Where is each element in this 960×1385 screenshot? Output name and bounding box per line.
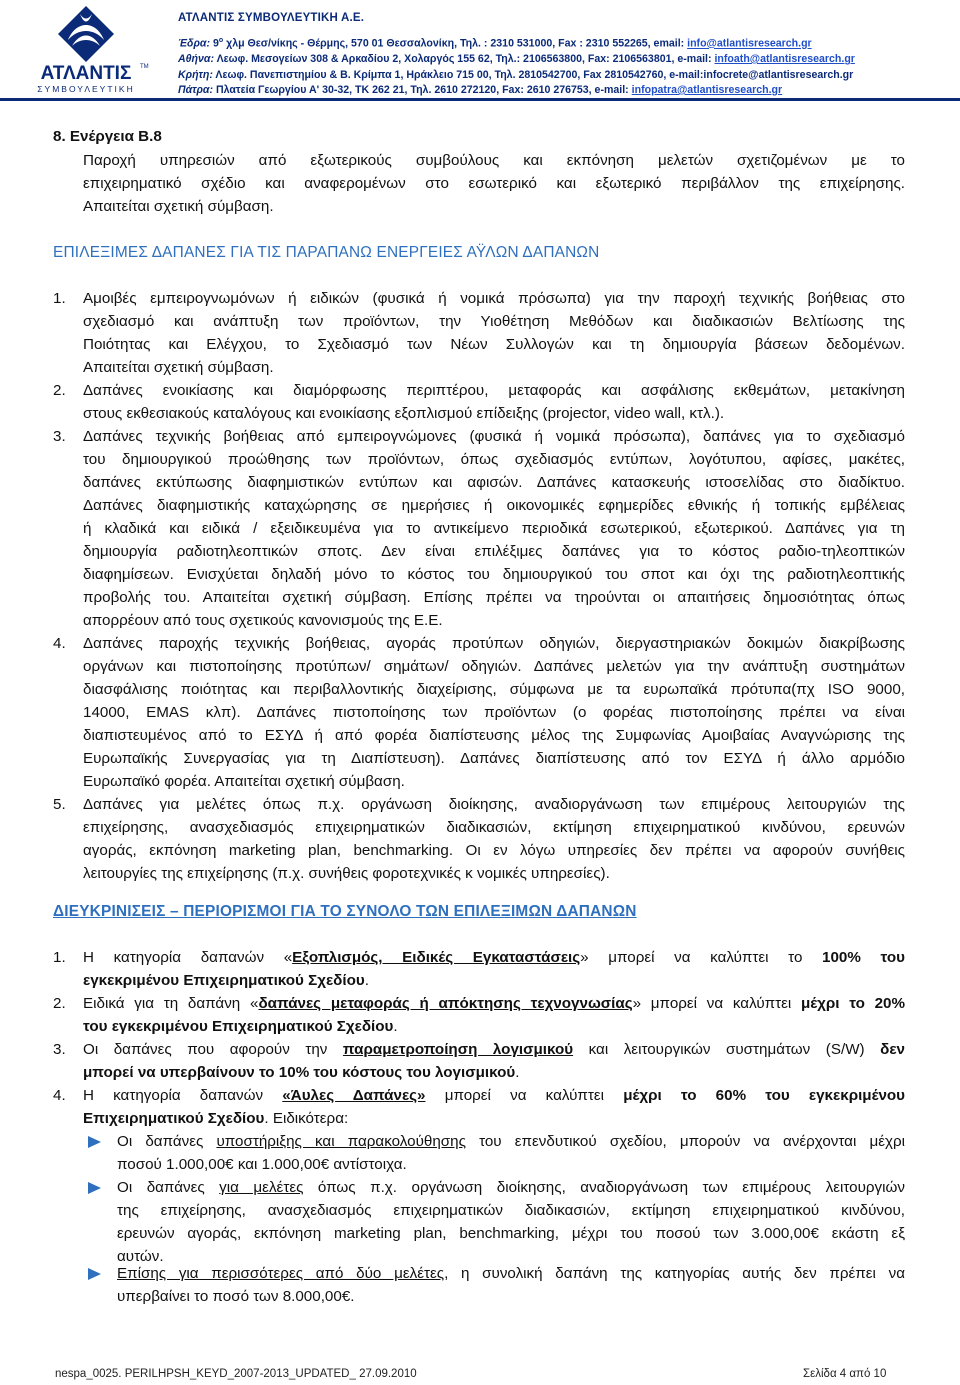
bullet-text-line: Οι δαπάνες για μελέτες όπως π.χ. οργάνωση διοίκησης, αναδιοργάνωση των επιμέρους λειτουργιών — [117, 1179, 905, 1196]
clar-number: 4. — [53, 1087, 66, 1104]
bullet-text-line: Οι δαπάνες υποστήριξης και παρακολούθησης του επενδυτικού σχεδίου, μπορούν να ανέρχονται μέχρι — [117, 1133, 905, 1150]
bullet-text-line: Επίσης για περισσότερες από δύο μελέτες, η συνολική δαπάνη της κατηγορίας αυτής δεν πρέπει να — [117, 1265, 905, 1282]
section-text-line: Απαιτείται σχετική σύμβαση. — [83, 198, 274, 215]
item-text-line: Απαιτείται σχετική σύμβαση. — [83, 359, 274, 376]
clar-number: 1. — [53, 949, 66, 966]
footer-document-id: nespa_0025. PERILHPSH_KEYD_2007-2013_UPDATED_ 27.09.2010 — [55, 1368, 417, 1380]
item-text-line: Ευρωπαϊκής Συνεργασίας για τη Διαπίστευση). Δαπάνες διαπίστευσης από τον ΕΣΥΔ ή άλλο αρμόδιο — [83, 750, 905, 767]
clar-text-line: Οι δαπάνες που αφορούν την παραμετροποίηση λογισμικού και λειτουργικών συστημάτων (S/W) δεν — [83, 1041, 905, 1058]
item-text-line: Δαπάνες τεχνικής βοήθειας από εμπειρογνώμονες (φυσικά ή νομικά πρόσωπα), δαπάνες για το σχεδιασμό — [83, 428, 905, 445]
address-athens: Αθήνα: Λεωφ. Μεσογείων 308 & Αρκαδίου 2, Χολαργός 155 62, Τηλ.: 2106563800, Fax: 2106563801, e-mail: infoath@atlantisresearch.gr — [178, 53, 855, 65]
clar-text-line: Επιχειρηματικού Σχεδίου. Ειδικότερα: — [83, 1110, 349, 1127]
bullet-text-line: ερευνών αγοράς, εκπόνηση marketing plan, benchmarking, μέχρι του ποσού των 3.000,00€ εκάστη εξ — [117, 1225, 905, 1242]
address-patra: Πάτρα: Πλατεία Γεωργίου Α' 30-32, ΤΚ 262 21, Τηλ. 2610 272120, Fax: 2610 276753, e-mail: infopatra@atlantisresearch.gr — [178, 84, 783, 96]
section-text-line: Παροχή υπηρεσιών από εξωτερικούς συμβούλους και εκπόνηση μελετών σχετιζομένων με το — [83, 152, 905, 169]
footer-page-number: Σελίδα 4 από 10 — [803, 1368, 887, 1380]
address-label: Αθήνα: — [178, 53, 215, 65]
clar-text-line: του εγκεκριμένου Επιχειρηματικού Σχεδίου. — [83, 1018, 398, 1035]
category-name: δαπάνες μεταφοράς ή απόκτησης τεχνογνωσίας — [258, 995, 633, 1012]
clar-text-line: Η κατηγορία δαπανών «Εξοπλισμός, Ειδικές Εγκαταστάσεις» μπορεί να καλύπτει το 100% του — [83, 949, 905, 966]
address-thessaloniki: Έδρα: $9^o$ χλμ Θεσ/νίκης - Θέρμης, 570 01 Θεσσαλονίκη, Τηλ. : 2310 531000, Fax : 2310 552265, email: info@atlantisresearch.gr — [178, 37, 812, 50]
address-label: Πάτρα: — [178, 84, 214, 96]
email-link[interactable]: infopatra@atlantisresearch.gr — [631, 84, 783, 96]
item-number: 1. — [53, 290, 66, 307]
item-number: 3. — [53, 428, 66, 445]
address-label: Κρήτη: — [178, 69, 213, 81]
item-text-line: Δαπάνες για μελέτες όπως π.χ. οργάνωση διοίκησης, αναδιοργάνωση των επιμέρους λειτουργιών της — [83, 796, 905, 813]
item-text-line: επιχείρησης, ανασχεδιασμός επιχειρηματικών διαδικασιών, εκτίμηση επιχειρηματικού κινδύνου, ερευνών — [83, 819, 905, 836]
item-text-line: Ποιότητας και Ελέγχου, το Σχεδιασμό των Νέων Συλλογών και τη δημιουργία βάσεων δεδομένων. — [83, 336, 905, 353]
email-link[interactable]: info@atlantisresearch.gr — [687, 37, 812, 50]
item-text-line: 14000, EMAS κλπ). Δαπάνες πιστοποίησης των προϊόντων (ο φορέας πιστοποίησης πρέπει να είναι — [83, 704, 905, 721]
category-name: «Άυλες Δαπάνες» — [282, 1087, 426, 1104]
address-crete: Κρήτη: Λεωφ. Πανεπιστημίου & Β. Κρίμπα 1, Ηράκλειο 715 00, Τηλ. 2810542700, Fax 2810542760, e-mail:infocrete@atlantisresearch.gr — [178, 69, 854, 81]
bullet-text-line: υπερβαίνει το ποσό των 8.000,00€. — [117, 1288, 355, 1305]
clar-text-line: Ειδικά για τη δαπάνη «δαπάνες μεταφοράς ή απόκτησης τεχνογνωσίας» μπορεί να καλύπτει μέχρι το 20% — [83, 995, 906, 1012]
arrow-bullet-icon — [88, 1136, 101, 1148]
item-text-line: οργάνων και πιστοποίησης προτύπων/ σημάτων/ οδηγιών. Δαπάνες μελετών για την ανάπτυξη συστημάτων — [83, 658, 905, 675]
item-text-line: ή κλαδικά και ειδικά / εξειδικευμένα για το αντικείμενο περιοδικά εσωτερικού, εξωτερικού. Δαπάνες για τη — [83, 520, 905, 537]
arrow-bullet-icon — [88, 1182, 101, 1194]
item-number: 5. — [53, 796, 66, 813]
item-text-line: του δημιουργικού προώθησης των προϊόντων, όπως σχεδιασμός εντύπων, λογότυπου, αφίσες, μακέτες, — [83, 451, 905, 468]
clarifications-heading: ΔΙΕΥΚΡΙΝΙΣΕΙΣ – ΠΕΡΙΟΡΙΣΜΟΙ ΓΙΑ ΤΟ ΣΥΝΟΛΟ ΤΩΝ ΕΠΙΛΕΞΙΜΩΝ ΔΑΠΑΝΩΝ — [53, 903, 637, 920]
company-name: ΑΤΛΑΝΤΙΣ ΣΥΜΒΟΥΛΕΥΤΙΚΗ Α.Ε. — [178, 12, 365, 24]
item-text-line: απορρέουν από τους σχετικούς κανονισμούς της Ε.Ε. — [83, 612, 443, 629]
item-text-line: στους εκθεσιακούς καταλόγους και ενοικίασης εξοπλισμού επίδειξης (projector, video wall, κτλ.). — [83, 405, 725, 422]
bullet-text-line: ποσού 1.000,00€ και 1.000,00€ αντίστοιχα. — [117, 1156, 407, 1173]
logo-wordmark: ΑΤΛΑΝΤΙΣ — [40, 63, 132, 84]
letterhead — [0, 0, 960, 100]
item-text-line: αγοράς, εκπόνηση marketing plan, benchmarking. Οι εν λόγω υπηρεσίες δεν πρέπει να αφορούν συνήθεις — [83, 842, 905, 859]
header-divider — [0, 98, 960, 101]
bullet-text-line: της επιχείρησης, ανασχεδιασμός επιχειρηματικών διαδικασιών, εκτίμηση επιχειρηματικού κινδύνου, — [117, 1202, 905, 1219]
email-link[interactable]: infoath@atlantisresearch.gr — [714, 53, 855, 65]
item-text-line: δημιουργία ραδιοτηλεοπτικών σποτς. Δεν είναι επιλέξιμες δαπάνες για το κόστος ραδιο-τηλεοπτικών — [83, 543, 905, 560]
item-text-line: Αμοιβές εμπειρογνωμόνων ή ειδικών (φυσικά ή νομικά πρόσωπα) για την παροχή τεχνικής βοήθειας στο — [83, 290, 905, 307]
arrow-bullet-icon — [88, 1268, 101, 1280]
section-text-line: επιχειρηματικό σχέδιο και αναφερομένων στο εσωτερικό και εξωτερικό περιβάλλον της επιχείρησης. — [83, 175, 905, 192]
item-text-line: διασφάλισης ποιότητας και περιβαλλοντικής διαχείρισης, σύμφωνα με τα ευρωπαϊκά πρότυπα(πχ ISO 9000, — [83, 681, 905, 698]
item-text-line: λειτουργίες της επιχείρησης (π.χ. συνήθεις φοροτεχνικές κ νομικές υπηρεσίες). — [83, 865, 610, 882]
item-text-line: διαφημίσεων. Ενισχύεται δηλαδή μόνο το κόστος του δημιουργικού του σποτ και όχι της ραδιοτηλεοπτικής — [83, 566, 905, 583]
item-text-line: προβολής του. Απαιτείται σχετική σύμβαση. Επίσης πρέπει να τηρούνται οι απαιτήσεις δημοσιότητας όπως — [83, 589, 905, 606]
item-text-line: δαπάνες εκτύπωσης διαφημιστικών εντύπων και αφισών. Δαπάνες κατασκευής ιστοσελίδας στο διαδίκτυο. — [83, 474, 905, 491]
address-label: Έδρα: — [178, 37, 211, 50]
atlantis-logo — [6, 4, 166, 96]
item-text-line: σχεδιασμό και ανάπτυξη των προϊόντων, την Υιοθέτηση Μεθόδων και διαδικασιών Βελτίωσης της — [83, 313, 905, 330]
eligible-expenses-heading: ΕΠΙΛΕΞΙΜΕΣ ΔΑΠΑΝΕΣ ΓΙΑ ΤΙΣ ΠΑΡΑΠΑΝΩ ΕΝΕΡΓΕΙΕΣ ΑΫΛΩΝ ΔΑΠΑΝΩΝ — [53, 244, 600, 261]
logo-subtitle: ΣΥΜΒΟΥΛΕΥΤΙΚΗ — [37, 84, 135, 94]
clar-text-line: μπορεί να υπερβαίνουν το 10% του κόστους του λογισμικού. — [83, 1064, 520, 1081]
clar-text-line: Η κατηγορία δαπανών «Άυλες Δαπάνες» μπορεί να καλύπτει μέχρι το 60% του εγκεκριμένου — [83, 1087, 906, 1104]
item-text-line: διαπιστευμένος από το ΕΣΥΔ ή από φορέα διαπίστευσης μέλος της Συμφωνίας Αμοιβαίας Αναγνώρισης της — [83, 727, 905, 744]
item-number: 4. — [53, 635, 66, 652]
item-text-line: Δαπάνες διαφημιστικής καταχώρησης σε ημερήσιες ή οικονομικές εφημερίδες εθνικής ή τοπικής εμβέλειας — [83, 497, 905, 514]
item-text-line: Δαπάνες ενοικίασης και διαμόρφωσης περιπτέρου, μεταφοράς και ασφάλισης εκθεμάτων, μετακίνηση — [83, 382, 905, 399]
item-number: 2. — [53, 382, 66, 399]
clar-number: 3. — [53, 1041, 66, 1058]
clar-text-line: εγκεκριμένου Επιχειρηματικού Σχεδίου. — [83, 972, 369, 989]
bullet-text-line: αυτών. — [117, 1248, 164, 1265]
category-name: παραμετροποίηση λογισμικού — [342, 1041, 574, 1058]
clar-number: 2. — [53, 995, 66, 1012]
item-text-line: Δαπάνες παροχής τεχνικής βοήθειας, αγοράς προτύπων οδηγιών, διεργαστηριακών δοκιμών διακρίβωσης — [83, 635, 905, 652]
section-title: 8. Ενέργεια Β.8 — [53, 128, 162, 145]
item-text-line: Ευρωπαϊκό φορέα. Απαιτείται σχετική σύμβαση. — [83, 773, 405, 790]
category-name: Εξοπλισμός, Ειδικές Εγκαταστάσεις — [292, 949, 581, 966]
logo-tm: TM — [140, 64, 149, 70]
